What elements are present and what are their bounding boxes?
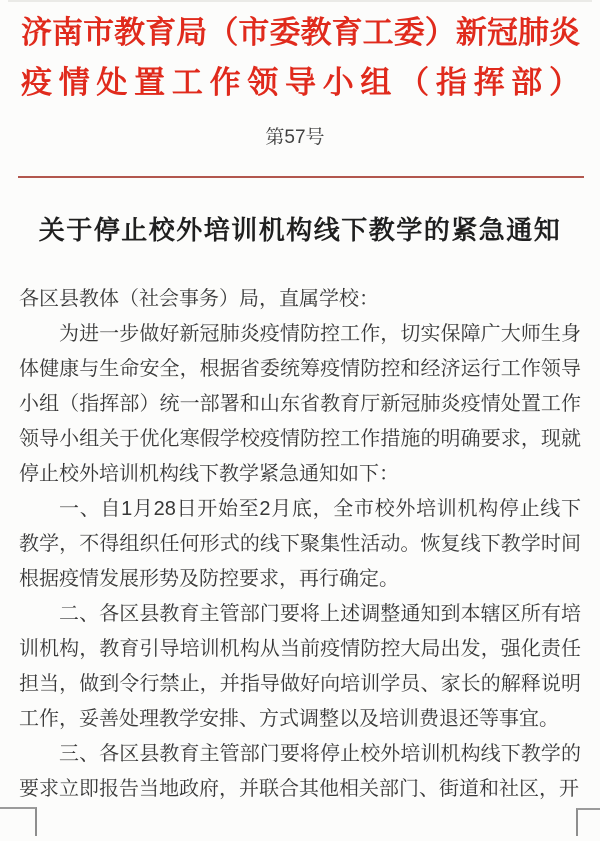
paragraph-intro: 为进一步做好新冠肺炎疫情防控工作，切实保障广大师生身体健康与生命安全，根据省委统筹疫情防控和经济运行工作领导小组（指挥部）统一部署和山东省教育厅新冠肺炎疫情处置工作领导小组关于优化寒假学校疫情防控工作措施的明确要求，现就停止校外培训机构线下教学紧急通知如下： [19,323,581,485]
document-number: 第57号 [265,127,325,148]
issuing-authority-header [21,8,580,108]
top-edge-artifact [8,0,592,2]
notice-title: 关于停止校外培训机构线下教学的紧急通知 [38,215,562,245]
issuing-authority-line-1: 济南市教育局（市委教育工委）新冠肺炎 [21,15,580,50]
issuing-authority-line-2: 疫情处置工作领导小组（指挥部） [21,65,580,100]
red-divider-rule [18,176,584,178]
paragraph-item-2: 二、各区县教育主管部门要将上述调整通知到本辖区所有培训机构，教育引导培训机构从当前疫情防控大局出发，强化责任担当，做到令行禁止，并指导做好向培训学员、家长的解释说明工作，妥善处理教学安排、方式调整以及培训费退还等事宜。 [19,603,581,730]
paragraph-item-1: 一、自1月28日开始至2月底，全市校外培训机构停止线下教学，不得组织任何形式的线下聚集性活动。恢复线下教学时间根据疫情发展形势及防控要求，再行确定。 [19,498,581,590]
salutation-line: 各区县教体（社会事务）局，直属学校： [19,288,379,310]
notice-body [19,282,581,807]
bottom-right-frame-corner [576,808,600,836]
paragraph-item-3: 三、各区县教育主管部门要将停止校外培训机构线下教学的要求立即报告当地政府，并联合其他相关部门、街道和社区，开 [19,743,581,800]
bottom-left-frame-corner [0,807,37,836]
